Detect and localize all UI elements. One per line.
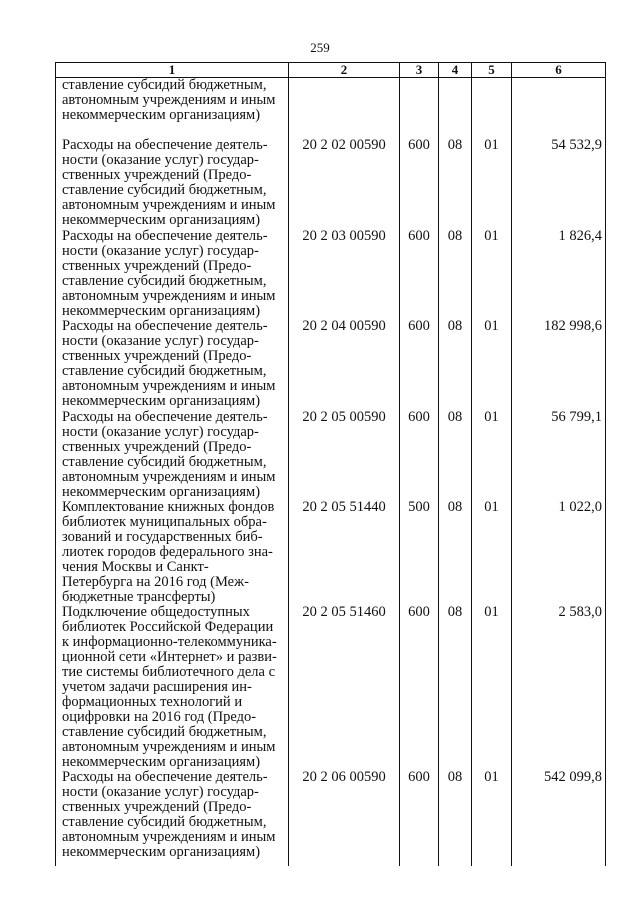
table-row	[56, 500, 606, 605]
description-line: автономным учреждениям и иным	[62, 739, 276, 755]
row-description	[56, 229, 289, 319]
description-line: Подключение общедоступных	[62, 604, 250, 620]
row-code: 20 2 06 00590	[289, 770, 400, 866]
description-line: бюджетные трансферты)	[62, 589, 216, 605]
table-row	[56, 229, 606, 319]
row-rz: 08	[439, 770, 472, 866]
description-line: зований и государственных биб-	[62, 529, 263, 545]
table-row-continuation	[56, 78, 606, 139]
row-amount	[512, 78, 606, 139]
row-code: 20 2 05 00590	[289, 410, 400, 500]
column-header-4: 4	[439, 63, 472, 78]
description-line: ности (оказание услуг) государ-	[62, 424, 259, 440]
row-pr: 01	[472, 410, 512, 500]
row-code	[289, 78, 400, 139]
description-line: Расходы на обеспечение деятель-	[62, 769, 268, 785]
row-amount: 182 998,6	[512, 319, 606, 410]
table-header-row	[56, 63, 606, 78]
row-amount: 1 022,0	[512, 500, 606, 605]
description-line: ственных учреждений (Предо-	[62, 799, 252, 815]
description-line: некоммерческим организациям)	[62, 303, 261, 319]
row-description	[56, 319, 289, 410]
column-header-3: 3	[400, 63, 439, 78]
description-line: ности (оказание услуг) государ-	[62, 333, 259, 349]
row-code: 20 2 02 00590	[289, 138, 400, 229]
description-line: ставление субсидий бюджетным,	[62, 724, 267, 740]
row-pr: 01	[472, 500, 512, 605]
row-description	[56, 78, 289, 139]
description-line: автономным учреждениям и иным	[62, 197, 276, 213]
description-line: Расходы на обеспечение деятель-	[62, 137, 268, 153]
description-line: ности (оказание услуг) государ-	[62, 243, 259, 259]
row-vr: 600	[400, 319, 439, 410]
row-description	[56, 605, 289, 770]
row-code: 20 2 04 00590	[289, 319, 400, 410]
description-line: ности (оказание услуг) государ-	[62, 784, 259, 800]
column-header-1: 1	[56, 63, 289, 78]
description-line: формационных технологий и	[62, 694, 243, 710]
row-vr: 600	[400, 138, 439, 229]
description-line: ственных учреждений (Предо-	[62, 258, 252, 274]
description-line: ставление субсидий бюджетным,	[62, 454, 267, 470]
description-line: ственных учреждений (Предо-	[62, 439, 252, 455]
description-line: Расходы на обеспечение деятель-	[62, 318, 268, 334]
description-line: библиотек муниципальных обра-	[62, 514, 267, 530]
row-rz: 08	[439, 410, 472, 500]
table-row	[56, 138, 606, 229]
row-rz: 08	[439, 229, 472, 319]
row-description	[56, 770, 289, 866]
description-line: ставление субсидий бюджетным,	[62, 77, 267, 93]
page-number: 259	[310, 40, 330, 55]
description-line: автономным учреждениям и иным	[62, 469, 276, 485]
description-line: к информационно-телекоммуника-	[62, 634, 277, 650]
row-pr	[472, 78, 512, 139]
description-line: ставление субсидий бюджетным,	[62, 273, 267, 289]
row-vr: 600	[400, 229, 439, 319]
row-pr: 01	[472, 229, 512, 319]
description-line: некоммерческим организациям)	[62, 107, 261, 123]
row-pr: 01	[472, 770, 512, 866]
table-row	[56, 319, 606, 410]
description-line: автономным учреждениям и иным	[62, 829, 276, 845]
row-code: 20 2 05 51440	[289, 500, 400, 605]
description-line: оцифровки на 2016 год (Предо-	[62, 709, 257, 725]
description-line: ставление субсидий бюджетным,	[62, 363, 267, 379]
description-line: некоммерческим организациям)	[62, 844, 261, 860]
description-line: Комплектование книжных фондов	[62, 499, 275, 515]
row-vr: 600	[400, 410, 439, 500]
column-header-5: 5	[472, 63, 512, 78]
description-line: автономным учреждениям и иным	[62, 288, 276, 304]
description-line: учетом задачи расширения ин-	[62, 679, 252, 695]
column-header-6: 6	[512, 63, 606, 78]
row-rz: 08	[439, 138, 472, 229]
row-description	[56, 410, 289, 500]
row-rz: 08	[439, 500, 472, 605]
row-amount: 2 583,0	[512, 605, 606, 770]
table-row	[56, 770, 606, 866]
description-line: ственных учреждений (Предо-	[62, 348, 252, 364]
row-amount: 1 826,4	[512, 229, 606, 319]
row-vr: 600	[400, 605, 439, 770]
description-line: автономным учреждениям и иным	[62, 378, 276, 394]
row-amount: 54 532,9	[512, 138, 606, 229]
row-pr: 01	[472, 138, 512, 229]
description-line: библиотек Российской Федерации	[62, 619, 274, 635]
row-description	[56, 138, 289, 229]
description-line: автономным учреждениям и иным	[62, 92, 276, 108]
description-line: Расходы на обеспечение деятель-	[62, 228, 268, 244]
description-line: ставление субсидий бюджетным,	[62, 814, 267, 830]
row-rz	[439, 78, 472, 139]
description-line: ственных учреждений (Предо-	[62, 167, 252, 183]
row-vr: 600	[400, 770, 439, 866]
row-rz: 08	[439, 605, 472, 770]
row-amount: 542 099,8	[512, 770, 606, 866]
description-line: Петербурга на 2016 год (Меж-	[62, 574, 249, 590]
row-code: 20 2 05 51460	[289, 605, 400, 770]
row-vr	[400, 78, 439, 139]
description-line: чения Москвы и Санкт-	[62, 559, 209, 575]
description-line: лиотек городов федерального зна-	[62, 544, 273, 560]
description-line: некоммерческим организациям)	[62, 484, 261, 500]
row-amount: 56 799,1	[512, 410, 606, 500]
description-line: ционной сети «Интернет» и разви-	[62, 649, 277, 665]
description-line: Расходы на обеспечение деятель-	[62, 409, 268, 425]
budget-table	[55, 62, 606, 866]
description-line: некоммерческим организациям)	[62, 754, 261, 770]
row-pr: 01	[472, 605, 512, 770]
description-line: тие системы библиотечного дела с	[62, 664, 276, 680]
row-description	[56, 500, 289, 605]
description-line: ставление субсидий бюджетным,	[62, 182, 267, 198]
row-rz: 08	[439, 319, 472, 410]
description-line: ности (оказание услуг) государ-	[62, 152, 259, 168]
column-header-2: 2	[289, 63, 400, 78]
description-line: некоммерческим организациям)	[62, 212, 261, 228]
table-row	[56, 410, 606, 500]
row-code: 20 2 03 00590	[289, 229, 400, 319]
table-row	[56, 605, 606, 770]
row-pr: 01	[472, 319, 512, 410]
description-line: некоммерческим организациям)	[62, 393, 261, 409]
row-vr: 500	[400, 500, 439, 605]
